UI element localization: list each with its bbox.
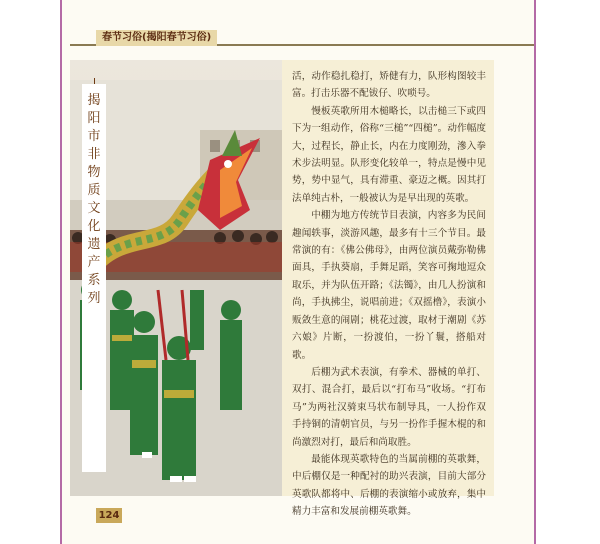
body-text-column xyxy=(282,60,494,518)
series-title-char: 产 xyxy=(87,255,101,270)
section-header: 春节习俗(揭阳春节习俗) xyxy=(96,30,217,46)
series-title-char: 系 xyxy=(87,273,101,288)
series-title-char: 遗 xyxy=(87,237,101,252)
series-title-char: 阳 xyxy=(87,111,101,126)
body-paragraph: 慢板英歌所用木槌略长，以击槌三下或四下为一组动作，俗称“三槌”“四槌”。动作幅度大，过程长，静止长，内在力度刚劲，滲入拳术步法明显。队形变化较单一，特点是慢中见势，势中显气，具有滞重、豪迈之概。因其打法单纯古朴，一般被认为是早出现的英歌。 xyxy=(292,105,486,204)
series-vertical-title xyxy=(82,84,106,472)
body-paragraph: 后棚为武术表演，有拳术、器械的单打、双打、混合打，最后以“打布马”收场。“打布马”为两社汉骑束马状布制导具，一人扮作双手持铜的清朝官员，与另一扮作手握木棍的和尚激烈对打，最后和尚取胜。 xyxy=(292,366,486,448)
series-title-char: 化 xyxy=(87,219,101,234)
series-title-char: 市 xyxy=(87,129,101,144)
body-paragraph: 中棚为地方传统节目表演，内容多为民间趣闻轶事，淡游风趣，最多有十三个节目。最常演的有：《佛公佛母》，由两位演员戴弥勒佛面具，手执葵扇，手舞足蹈，笑容可掬地逗众取乐，并为队伍开路；《法镯》，由几人扮演和尚，手执拂尘，说唱前进；《双摇橹》，表演小贩敛生意的闹剧；桃花过渡，取材于潮剧《苏六娘》片断，一扮渡伯，一扮丫鬟，搭船对歌。 xyxy=(292,210,486,361)
series-title-char: 文 xyxy=(87,201,101,216)
body-paragraph: 活，动作稳扎稳打，矫健有力，队形构图较丰富。打击乐器不配钹仔、吹唢号。 xyxy=(292,71,486,100)
body-paragraph: 最能体现英歌特色的当属前棚的英歌舞，中后棚仅是一种配衬的助兴表演，目前大部分英歌队都将中、后棚的表演缩小或放弃，集中精力丰富和发展前棚英歌舞。 xyxy=(292,453,486,518)
series-title-char: 列 xyxy=(87,291,101,306)
series-title-char: 非 xyxy=(87,147,101,162)
series-title-char: 物 xyxy=(87,165,101,180)
series-title-char: 质 xyxy=(87,183,101,198)
series-title-char: 揭 xyxy=(87,93,101,108)
page-number: 124 xyxy=(96,508,122,523)
